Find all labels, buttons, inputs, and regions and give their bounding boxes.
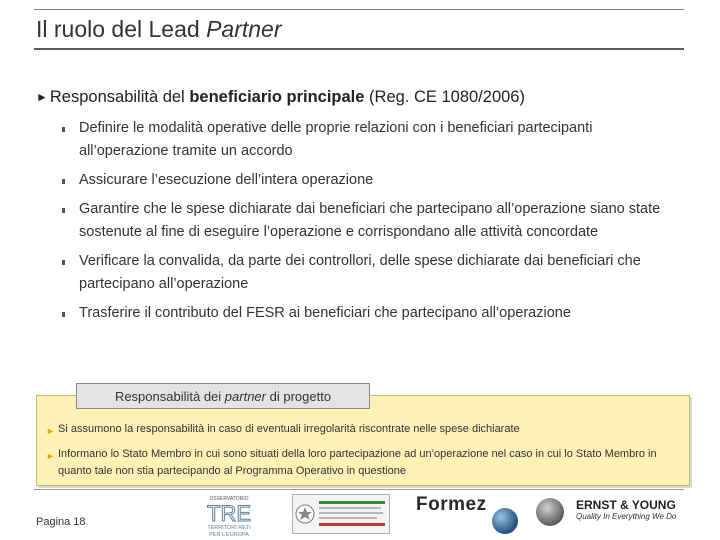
list-item: Definire le modalità operative delle proprie relazioni con i beneficiari partecipanti all’operazione tramite un accordo xyxy=(62,117,682,163)
slide-title: Il ruolo del Lead Partner xyxy=(36,16,282,42)
list-item: Garantire che le spese dichiarate dai beneficiari che partecipano all’operazione siano state sostenute al fine di eseguire l’operazione e corrispondano alle attività concordate xyxy=(62,198,682,244)
title-underline xyxy=(34,48,684,50)
partner-item: ► Si assumono la responsabilità in caso di eventuali irregolarità riscontrate nelle spese dichiarate xyxy=(46,421,686,438)
lead-heading: ► Responsabilità del beneficiario principale (Reg. CE 1080/2006) xyxy=(36,88,525,106)
square-bullet-icon xyxy=(62,260,65,265)
formez-logo: Formez xyxy=(416,494,487,515)
footer-rule xyxy=(34,489,684,490)
sphere-icon xyxy=(536,498,564,526)
ey-name: ERNST & YOUNG xyxy=(576,498,676,512)
triangle-right-icon: ► xyxy=(36,90,48,104)
partner-item: ► Informano lo Stato Membro in cui sono situati della loro partecipazione ad un’operazione nel caso in cui lo Stato Membro in quanto tale non stia partecipando al Programma Operativo in questione xyxy=(46,448,657,477)
square-bullet-icon xyxy=(62,179,65,184)
partner-box-label: Responsabilità dei partner di progetto xyxy=(76,383,370,409)
triangle-right-icon: ► xyxy=(46,426,55,436)
tre-logo xyxy=(196,494,262,538)
tre-logo-sub2: PER L'EUROPA xyxy=(209,532,249,538)
list-item: Assicurare l’esecuzione dell’intera operazione xyxy=(62,169,682,192)
ernst-young-logo xyxy=(576,498,686,521)
triangle-right-icon: ► xyxy=(46,451,55,461)
globe-icon xyxy=(492,508,518,534)
list-item: Trasferire il contributo del FESR ai beneficiari che partecipano all’operazione xyxy=(62,302,682,325)
government-emblem-logo xyxy=(292,494,390,534)
list-item: Verificare la convalida, da parte dei controllori, delle spese dichiarate dai beneficiari che partecipano all’operazione xyxy=(62,250,682,296)
tre-logo-sub1: TERRITORI RETI xyxy=(207,525,251,531)
tre-logo-top: OSSERVATORIO xyxy=(209,496,249,502)
ey-tagline: Quality In Everything We Do xyxy=(576,512,677,521)
square-bullet-icon xyxy=(62,312,65,317)
top-rule xyxy=(34,9,684,10)
tre-logo-main: TRE xyxy=(207,501,251,526)
square-bullet-icon xyxy=(62,208,65,213)
responsibility-list xyxy=(62,117,682,331)
page-number: Pagina 18 xyxy=(36,516,86,528)
square-bullet-icon xyxy=(62,127,65,132)
